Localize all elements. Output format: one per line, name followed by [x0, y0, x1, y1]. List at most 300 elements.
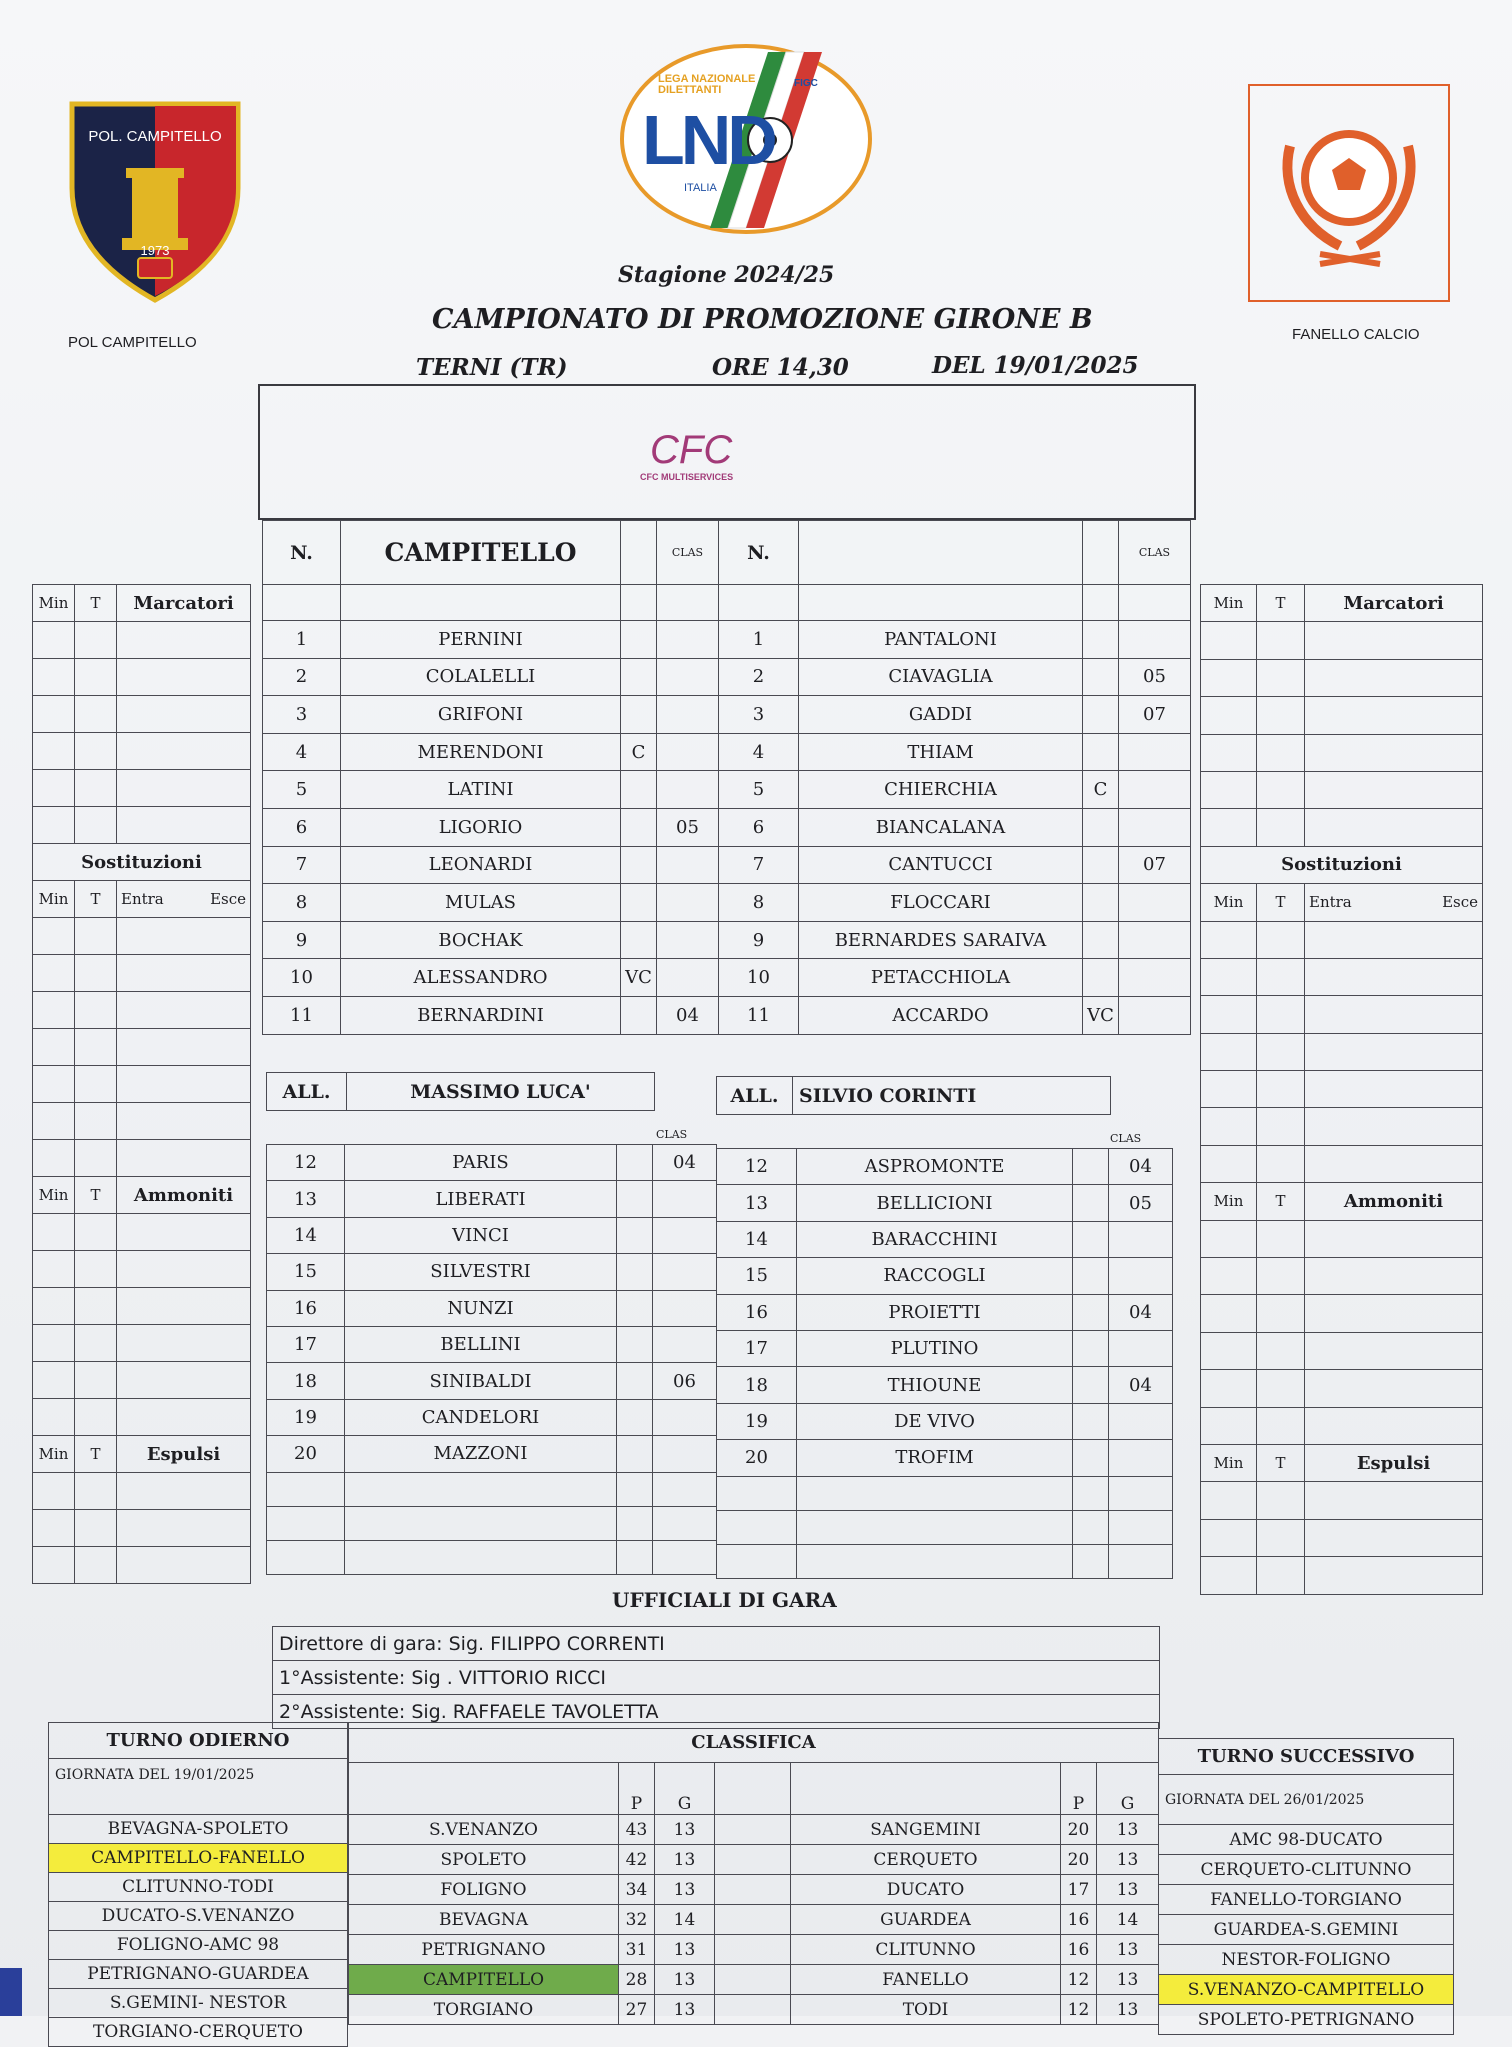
- standing-games: 13: [655, 1995, 715, 2025]
- spacer-cell: [715, 1935, 791, 1965]
- empty-row: [1201, 1370, 1483, 1407]
- empty-cell: [75, 1029, 117, 1066]
- player-role: [1083, 921, 1119, 959]
- empty-cell: [1257, 1258, 1305, 1295]
- empty-cell: [1305, 1370, 1483, 1407]
- empty-cell: [1257, 921, 1305, 958]
- empty-cell: [1305, 1033, 1483, 1070]
- sponsor-name: CFC MULTISERVICES: [640, 472, 734, 482]
- player-name: GADDI: [799, 696, 1083, 734]
- standing-points: 43: [619, 1815, 655, 1845]
- player-role: [1083, 696, 1119, 734]
- sub-clas: [1109, 1403, 1173, 1439]
- player-clas: [1119, 771, 1191, 809]
- player-clas: [1119, 733, 1191, 771]
- empty-cell: [1201, 1145, 1257, 1182]
- empty-row: [33, 918, 251, 955]
- official-row: [273, 1627, 1160, 1661]
- empty-row: [1201, 921, 1483, 958]
- sub-number: 17: [267, 1326, 345, 1362]
- fixture-row: [1159, 1885, 1454, 1915]
- empty-row: [1201, 1258, 1483, 1295]
- standing-team: TODI: [791, 1995, 1061, 2025]
- standing-points: 20: [1061, 1845, 1097, 1875]
- fixture: S.GEMINI- NESTOR: [49, 1989, 348, 2018]
- empty-cell: [1201, 771, 1257, 808]
- fixture-row: [1159, 1975, 1454, 2005]
- player-clas: 07: [1119, 696, 1191, 734]
- fixture-row: [49, 1931, 348, 1960]
- player-role: VC: [621, 959, 657, 997]
- lnd-logo: [618, 42, 874, 236]
- player-number: 7: [263, 846, 341, 884]
- empty-cell: [1201, 809, 1257, 846]
- empty-cell: [1305, 1071, 1483, 1108]
- empty-cell: [1109, 1476, 1173, 1510]
- player-number: 8: [719, 884, 799, 922]
- empty-cell: [653, 1506, 717, 1540]
- empty-row: [1201, 1145, 1483, 1182]
- player-name: ALESSANDRO: [341, 959, 621, 997]
- standing-row: [349, 1965, 1159, 1995]
- player-number: 8: [263, 884, 341, 922]
- empty-row: [33, 1362, 251, 1399]
- campitello-logo: [66, 98, 244, 304]
- home-col-n: N.: [263, 521, 341, 585]
- empty-row: [33, 1214, 251, 1251]
- turno-odierno-table: [48, 1722, 348, 2047]
- t-label: T: [1257, 1444, 1305, 1481]
- empty-cell: [617, 1540, 653, 1574]
- empty-cell: [717, 1476, 797, 1510]
- player-number: 7: [719, 846, 799, 884]
- empty-cell: [1201, 1108, 1257, 1145]
- empty-cell: [117, 696, 251, 733]
- sub-name: LIBERATI: [345, 1181, 617, 1217]
- away-coach-box: [716, 1076, 1111, 1115]
- empty-cell: [117, 1510, 251, 1547]
- empty-cell: [1305, 1482, 1483, 1519]
- fixture-row: [1159, 2005, 1454, 2035]
- empty-cell: [117, 1214, 251, 1251]
- player-role: [621, 996, 657, 1034]
- sub-clas: 04: [1109, 1294, 1173, 1330]
- standing-team: CERQUETO: [791, 1845, 1061, 1875]
- empty-row: [1201, 659, 1483, 696]
- fixture: DUCATO-S.VENANZO: [49, 1902, 348, 1931]
- empty-cell: [1073, 1476, 1109, 1510]
- empty-row: [1201, 734, 1483, 771]
- home-sub-row: [267, 1145, 717, 1181]
- t-label: T: [75, 1436, 117, 1473]
- sub-role: [1073, 1330, 1109, 1366]
- empty-cell: [117, 1362, 251, 1399]
- empty-cell: [117, 1399, 251, 1436]
- spacer-cell: [715, 1905, 791, 1935]
- empty-cell: [75, 1510, 117, 1547]
- player-clas: [657, 959, 719, 997]
- standing-team: BEVAGNA: [349, 1905, 619, 1935]
- empty-cell: [1305, 1557, 1483, 1594]
- standing-games: 14: [1097, 1905, 1159, 1935]
- edge-mark: [0, 1968, 22, 2016]
- home-col-clas: CLAS: [657, 521, 719, 585]
- empty-cell: [33, 1214, 75, 1251]
- empty-cell: [33, 918, 75, 955]
- min-label: Min: [33, 1436, 75, 1473]
- home-empty-row: [267, 1506, 717, 1540]
- home-starter-row: [263, 846, 719, 884]
- home-sub-row: [267, 1363, 717, 1399]
- player-clas: [1119, 808, 1191, 846]
- sub-clas: 04: [653, 1145, 717, 1181]
- turno-successivo-table: [1158, 1738, 1454, 2035]
- home-sub-row: [267, 1290, 717, 1326]
- standing-games: 13: [655, 1815, 715, 1845]
- player-clas: [657, 846, 719, 884]
- standing-games: 13: [1097, 1875, 1159, 1905]
- empty-cell: [653, 1540, 717, 1574]
- away-starter-row: [719, 959, 1191, 997]
- standing-games: 13: [655, 1965, 715, 1995]
- empty-cell: [1257, 1370, 1305, 1407]
- home-starter-row: [263, 621, 719, 659]
- min-label: Min: [1201, 1183, 1257, 1220]
- away-sub-row: [717, 1440, 1173, 1476]
- player-number: 11: [263, 996, 341, 1034]
- empty-cell: [117, 622, 251, 659]
- empty-cell: [33, 1325, 75, 1362]
- empty-cell: [797, 1544, 1073, 1578]
- away-starter-row: [719, 621, 1191, 659]
- empty-cell: [1257, 659, 1305, 696]
- sub-role: [617, 1181, 653, 1217]
- home-subs-clas-label: CLAS: [656, 1128, 688, 1141]
- officials-title: UFFICIALI DI GARA: [612, 1588, 837, 1612]
- empty-cell: [1257, 809, 1305, 846]
- sub-role: [1073, 1403, 1109, 1439]
- empty-row: [1201, 1557, 1483, 1594]
- empty-cell: [1201, 1220, 1257, 1257]
- player-number: 4: [719, 733, 799, 771]
- fixture-row: [49, 1844, 348, 1873]
- home-starter-row: [263, 771, 719, 809]
- home-starters-table: [262, 520, 719, 1035]
- player-name: BOCHAK: [341, 921, 621, 959]
- away-sub-row: [717, 1149, 1173, 1185]
- min-label: Min: [1201, 884, 1257, 921]
- sub-role: [1073, 1440, 1109, 1476]
- empty-row: [1201, 809, 1483, 846]
- sub-clas: [653, 1326, 717, 1362]
- empty-row: [33, 992, 251, 1029]
- empty-cell: [1201, 697, 1257, 734]
- sub-name: BELLICIONI: [797, 1185, 1073, 1221]
- empty-row: [1201, 1332, 1483, 1369]
- away-empty-row: [717, 1510, 1173, 1544]
- empty-cell: [75, 1547, 117, 1584]
- empty-cell: [117, 770, 251, 807]
- empty-cell: [1305, 958, 1483, 995]
- away-empty-row: [717, 1544, 1173, 1578]
- home-team-name: CAMPITELLO: [341, 521, 621, 585]
- standing-team: PETRIGNANO: [349, 1935, 619, 1965]
- empty-cell: [1305, 809, 1483, 846]
- player-name: BERNARDINI: [341, 996, 621, 1034]
- player-clas: 07: [1119, 846, 1191, 884]
- empty-cell: [1073, 1510, 1109, 1544]
- empty-row: [1201, 1220, 1483, 1257]
- empty-cell: [117, 955, 251, 992]
- player-clas: 04: [657, 996, 719, 1034]
- standing-team: CAMPITELLO: [349, 1965, 619, 1995]
- empty-cell: [345, 1540, 617, 1574]
- player-number: 6: [719, 808, 799, 846]
- lnd-letters: LND: [642, 101, 774, 179]
- empty-cell: [75, 1473, 117, 1510]
- sub-role: [1073, 1149, 1109, 1185]
- empty-cell: [33, 696, 75, 733]
- player-clas: [657, 733, 719, 771]
- player-role: [1083, 959, 1119, 997]
- player-number: 6: [263, 808, 341, 846]
- standing-points: 16: [1061, 1905, 1097, 1935]
- empty-row: [33, 955, 251, 992]
- sub-role: [617, 1145, 653, 1181]
- standing-team: S.VENANZO: [349, 1815, 619, 1845]
- classifica-g-left: G: [655, 1763, 715, 1815]
- player-number: 1: [719, 621, 799, 659]
- player-name: BERNARDES SARAIVA: [799, 921, 1083, 959]
- sub-number: 20: [717, 1440, 797, 1476]
- fixture-row: [49, 1815, 348, 1844]
- away-starter-row: [719, 771, 1191, 809]
- fixture: FOLIGNO-AMC 98: [49, 1931, 348, 1960]
- classifica-table: [348, 1722, 1159, 2025]
- sub-name: SILVESTRI: [345, 1254, 617, 1290]
- empty-cell: [1305, 1145, 1483, 1182]
- sub-role: [1073, 1185, 1109, 1221]
- empty-cell: [33, 1140, 75, 1177]
- sub-clas: 04: [1109, 1149, 1173, 1185]
- fixture: BEVAGNA-SPOLETO: [49, 1815, 348, 1844]
- home-starter-row: [263, 658, 719, 696]
- empty-cell: [33, 1510, 75, 1547]
- empty-cell: [1257, 1108, 1305, 1145]
- sub-number: 17: [717, 1330, 797, 1366]
- player-number: 10: [719, 959, 799, 997]
- standing-points: 17: [1061, 1875, 1097, 1905]
- player-number: 10: [263, 959, 341, 997]
- espulsi-header: [33, 1436, 251, 1473]
- empty-cell: [1257, 1145, 1305, 1182]
- empty-cell: [75, 659, 117, 696]
- fixture-row: [1159, 1855, 1454, 1885]
- empty-row: [1201, 1482, 1483, 1519]
- sostituzioni-title-row: [33, 844, 251, 881]
- season-title: Stagione 2024/25: [618, 262, 835, 288]
- away-sub-row: [717, 1258, 1173, 1294]
- away-starter-row: [719, 884, 1191, 922]
- empty-cell: [75, 1399, 117, 1436]
- empty-cell: [1257, 697, 1305, 734]
- empty-cell: [1305, 697, 1483, 734]
- player-role: [621, 884, 657, 922]
- entra-label: Entra: [1309, 893, 1352, 912]
- sub-clas: 04: [1109, 1367, 1173, 1403]
- home-sub-row: [267, 1181, 717, 1217]
- sub-role: [1073, 1367, 1109, 1403]
- sub-number: 13: [267, 1181, 345, 1217]
- sub-clas: [653, 1290, 717, 1326]
- empty-cell: [75, 955, 117, 992]
- empty-cell: [75, 992, 117, 1029]
- spacer-cell: [715, 1815, 791, 1845]
- empty-row: [33, 770, 251, 807]
- player-name: MERENDONI: [341, 733, 621, 771]
- fixture: CLITUNNO-TODI: [49, 1873, 348, 1902]
- standing-team: DUCATO: [791, 1875, 1061, 1905]
- away-subs-table: [716, 1148, 1173, 1579]
- official-line: 2°Assistente: Sig. RAFFAELE TAVOLETTA: [273, 1695, 1160, 1729]
- player-number: 4: [263, 733, 341, 771]
- empty-cell: [33, 1362, 75, 1399]
- sostituzioni-header: [1201, 884, 1483, 921]
- standing-points: 34: [619, 1875, 655, 1905]
- player-number: 5: [719, 771, 799, 809]
- empty-cell: [1257, 622, 1305, 659]
- sponsor-box: [258, 384, 1196, 520]
- standing-points: 16: [1061, 1935, 1097, 1965]
- empty-row: [33, 733, 251, 770]
- player-clas: [657, 884, 719, 922]
- empty-cell: [117, 659, 251, 696]
- empty-cell: [1305, 1220, 1483, 1257]
- empty-row: [33, 1066, 251, 1103]
- sub-name: ASPROMONTE: [797, 1149, 1073, 1185]
- official-line: 1°Assistente: Sig . VITTORIO RICCI: [273, 1661, 1160, 1695]
- home-starter-row: [263, 808, 719, 846]
- empty-cell: [75, 918, 117, 955]
- sub-number: 16: [717, 1294, 797, 1330]
- empty-row: [1201, 1407, 1483, 1444]
- empty-cell: [117, 1288, 251, 1325]
- empty-cell: [33, 1473, 75, 1510]
- away-coach-name: SILVIO CORINTI: [793, 1077, 1111, 1115]
- empty-cell: [345, 1472, 617, 1506]
- min-label: Min: [1201, 1444, 1257, 1481]
- fixture: CAMPITELLO-FANELLO: [49, 1844, 348, 1873]
- empty-cell: [75, 1362, 117, 1399]
- sub-role: [617, 1217, 653, 1253]
- away-sub-row: [717, 1185, 1173, 1221]
- spacer-cell: [715, 1965, 791, 1995]
- empty-cell: [1201, 1482, 1257, 1519]
- match-city: TERNI (TR): [416, 354, 568, 381]
- empty-cell: [117, 733, 251, 770]
- fixture-row: [49, 1873, 348, 1902]
- empty-cell: [1201, 659, 1257, 696]
- ammoniti-header: [33, 1177, 251, 1214]
- esce-label: Esce: [210, 890, 246, 908]
- standing-team: SPOLETO: [349, 1845, 619, 1875]
- empty-cell: [33, 770, 75, 807]
- sub-number: 12: [267, 1145, 345, 1181]
- empty-cell: [1305, 771, 1483, 808]
- standing-row: [349, 1845, 1159, 1875]
- empty-cell: [117, 1325, 251, 1362]
- empty-cell: [117, 1251, 251, 1288]
- empty-row: [1201, 958, 1483, 995]
- empty-cell: [1305, 622, 1483, 659]
- standing-games: 13: [655, 1845, 715, 1875]
- sub-role: [617, 1326, 653, 1362]
- sub-number: 20: [267, 1436, 345, 1472]
- sub-clas: [653, 1436, 717, 1472]
- away-events-table: [1200, 584, 1483, 1595]
- home-starter-row: [263, 921, 719, 959]
- home-subs-table: [266, 1144, 717, 1575]
- empty-row: [33, 1547, 251, 1584]
- home-empty-row: [267, 1472, 717, 1506]
- standing-row: [349, 1815, 1159, 1845]
- away-sub-row: [717, 1221, 1173, 1257]
- empty-row: [1201, 1108, 1483, 1145]
- sub-clas: [1109, 1330, 1173, 1366]
- player-number: 1: [263, 621, 341, 659]
- empty-row: [33, 1029, 251, 1066]
- player-role: VC: [1083, 996, 1119, 1034]
- empty-cell: [117, 1066, 251, 1103]
- away-coach-label: ALL.: [717, 1077, 793, 1115]
- espulsi-label: Espulsi: [1305, 1444, 1483, 1481]
- player-number: 2: [263, 658, 341, 696]
- home-sub-row: [267, 1399, 717, 1435]
- empty-cell: [117, 992, 251, 1029]
- min-label: Min: [33, 1177, 75, 1214]
- empty-cell: [1305, 734, 1483, 771]
- turno-odierno-title: TURNO ODIERNO: [49, 1723, 348, 1759]
- player-name: LIGORIO: [341, 808, 621, 846]
- home-starter-row: [263, 733, 719, 771]
- fixture-row: [1159, 1915, 1454, 1945]
- standing-points: 28: [619, 1965, 655, 1995]
- spacer-cell: [715, 1995, 791, 2025]
- empty-cell: [33, 1399, 75, 1436]
- player-role: [621, 621, 657, 659]
- empty-cell: [617, 1506, 653, 1540]
- empty-row: [33, 659, 251, 696]
- player-clas: [1119, 959, 1191, 997]
- entra-label: Entra: [121, 890, 164, 908]
- sub-name: SINIBALDI: [345, 1363, 617, 1399]
- fixture: AMC 98-DUCATO: [1159, 1825, 1454, 1855]
- empty-cell: [1201, 1519, 1257, 1556]
- sub-name: TROFIM: [797, 1440, 1073, 1476]
- away-starter-row: [719, 658, 1191, 696]
- fixture-row: [49, 1989, 348, 2018]
- sub-number: 15: [717, 1258, 797, 1294]
- empty-cell: [717, 1544, 797, 1578]
- empty-row: [1201, 1519, 1483, 1556]
- player-role: [621, 846, 657, 884]
- player-role: [1083, 658, 1119, 696]
- empty-cell: [1305, 921, 1483, 958]
- player-role: [621, 771, 657, 809]
- empty-cell: [1201, 996, 1257, 1033]
- sub-clas: [1109, 1258, 1173, 1294]
- empty-cell: [1257, 1033, 1305, 1070]
